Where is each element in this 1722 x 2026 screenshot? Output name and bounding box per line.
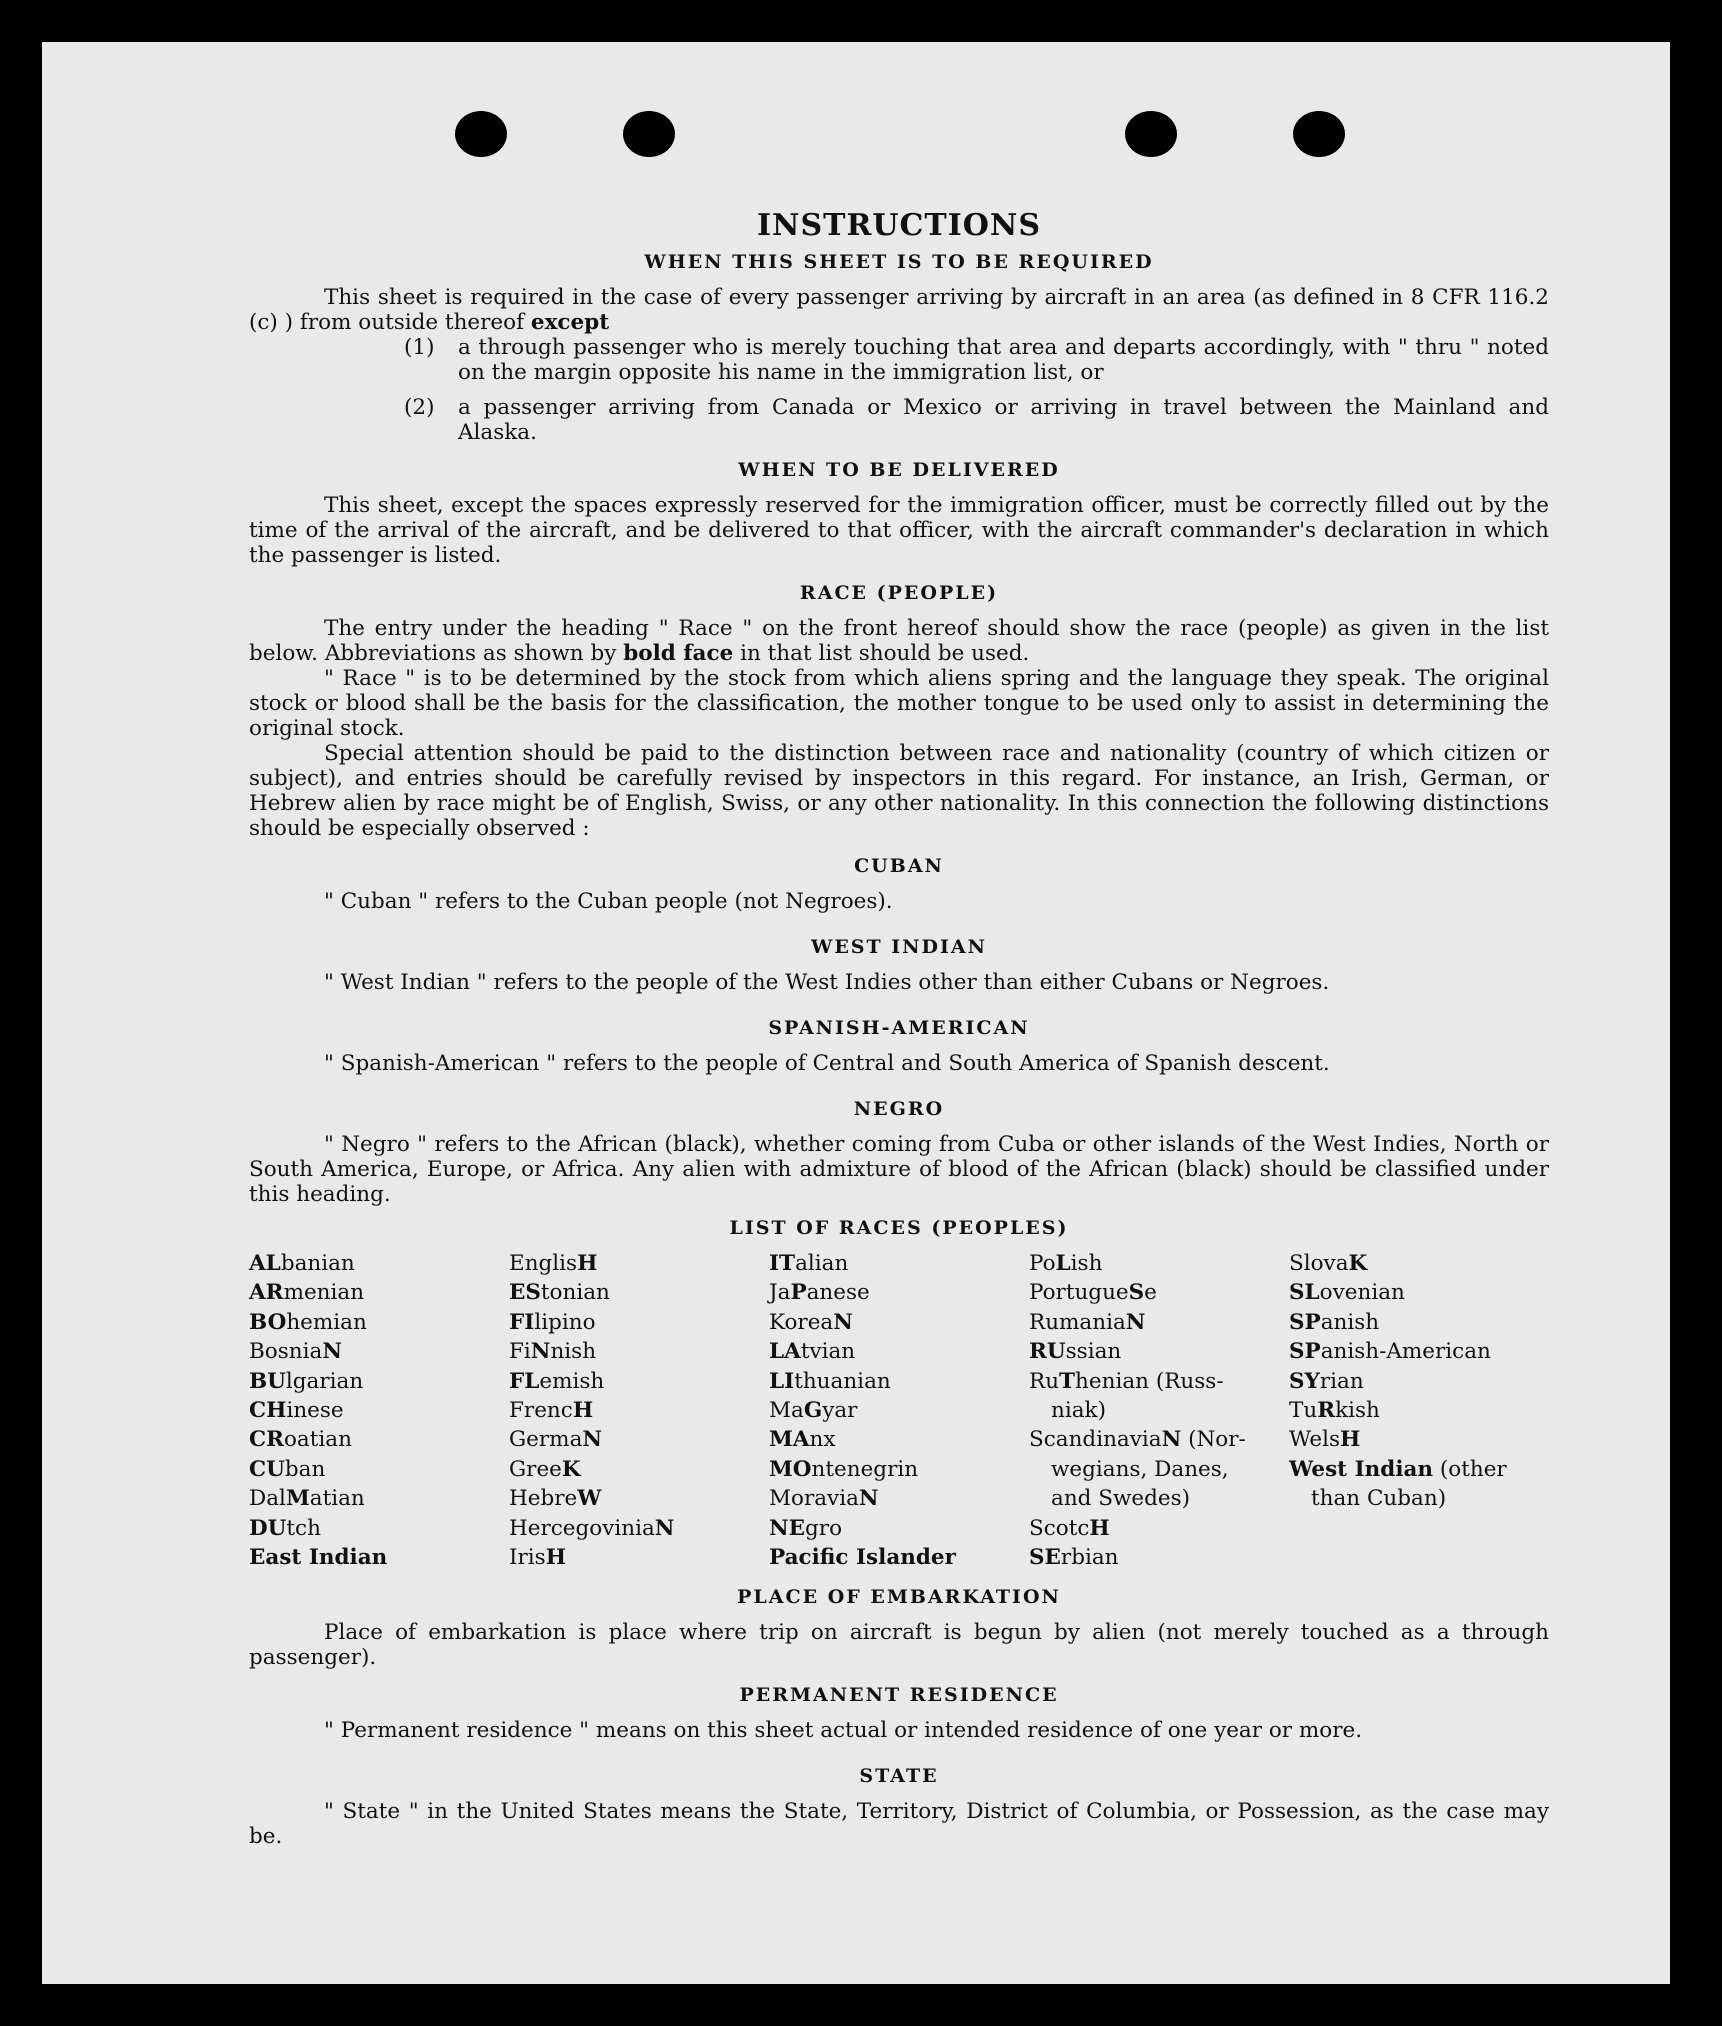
race-item: CRoatian xyxy=(249,1427,352,1453)
heading-state: STATE xyxy=(859,1765,939,1788)
punch-hole xyxy=(455,111,507,157)
race-item: PoLish xyxy=(1029,1251,1103,1276)
race-item: EnglisH xyxy=(509,1251,598,1276)
race-item: DalMatian xyxy=(249,1486,365,1512)
race-item: ALbanian xyxy=(249,1251,355,1276)
paragraph: " Negro " refers to the African (black), whether coming from Cuba or other islands of the West Indies, North or South America, Europe, or Africa. Any alien with admixture of blood of the African (black) should be classified under this heading. xyxy=(249,1132,1549,1207)
race-item: ScotcH xyxy=(1029,1515,1110,1541)
race-item: FIlipino xyxy=(509,1309,596,1335)
race-item: BOhemian xyxy=(249,1309,367,1335)
race-item: NEgro xyxy=(769,1515,843,1541)
race-item: ITalian xyxy=(769,1251,849,1276)
heading-cuban: CUBAN xyxy=(854,855,944,877)
paragraph: Place of embarkation is place where trip on aircraft is begun by alien (not merely touched as a through passenger). xyxy=(249,1620,1549,1671)
race-item: East Indian xyxy=(249,1545,388,1571)
race-item: BosniaN xyxy=(249,1339,342,1365)
race-item: RUssian xyxy=(1029,1339,1122,1365)
heading-when-delivered: WHEN TO BE DELIVERED xyxy=(738,459,1060,481)
race-item: SYrian xyxy=(1289,1368,1364,1394)
races-column xyxy=(1029,1249,1289,1572)
page-title: INSTRUCTIONS xyxy=(757,208,1041,243)
race-item: ARmenian xyxy=(249,1280,365,1306)
race-item: JaPanese xyxy=(769,1280,870,1306)
race-item: PortugueSe xyxy=(1029,1280,1157,1306)
race-item: GermaN xyxy=(509,1427,603,1453)
race-item: LIthuanian xyxy=(769,1368,891,1394)
exception-item: (2) a passenger arriving from Canada or Mexico or arriving in travel between the Mainland and Alaska. xyxy=(404,395,1549,445)
race-item: WelsH xyxy=(1289,1427,1361,1453)
punch-hole xyxy=(623,111,675,157)
instructions-content xyxy=(249,208,1549,1849)
race-item: ScandinaviaN (Nor- xyxy=(1029,1427,1246,1453)
race-item: EStonian xyxy=(509,1280,610,1306)
paragraph: The entry under the heading " Race " on the front hereof should show the race (people) as given in the list below. Abbreviations as shown by bold face in that list should be used. xyxy=(249,616,1549,666)
heading-permanent-residence: PERMANENT RESIDENCE xyxy=(739,1684,1059,1707)
race-item: DUtch xyxy=(249,1515,321,1541)
heading-when-required: WHEN THIS SHEET IS TO BE REQUIRED xyxy=(644,251,1154,273)
race-item-continuation: than Cuban) xyxy=(1311,1486,1447,1512)
race-item: MaGyar xyxy=(769,1398,858,1424)
race-item-continuation: niak) xyxy=(1051,1398,1106,1424)
race-item: HebreW xyxy=(509,1486,602,1512)
heading-west-indian: WEST INDIAN xyxy=(810,936,988,958)
punch-hole xyxy=(1125,111,1177,157)
race-item: RumaniaN xyxy=(1029,1309,1146,1335)
race-item: TuRkish xyxy=(1289,1398,1380,1424)
race-item: GreeK xyxy=(509,1456,581,1482)
race-item: IrisH xyxy=(509,1545,567,1571)
exception-item: (1) a through passenger who is merely touching that area and departs accordingly, with " thru " noted on the margin opposite his name in the immigration list, or xyxy=(404,335,1549,385)
document-page xyxy=(42,42,1670,1984)
races-column xyxy=(249,1249,509,1572)
race-item: MOntenegrin xyxy=(769,1456,919,1482)
paragraph: " Cuban " refers to the Cuban people (not Negroes). xyxy=(324,889,893,914)
paragraph: This sheet, except the spaces expressly reserved for the immigration officer, must be correctly filled out by the time of the arrival of the aircraft, and be delivered to that officer, with the aircraft commander's declaration in which the passenger is listed. xyxy=(249,493,1549,568)
paragraph: " State " in the United States means the State, Territory, District of Columbia, or Possession, as the case may be. xyxy=(249,1799,1549,1850)
race-item: SErbian xyxy=(1029,1545,1119,1571)
heading-negro: NEGRO xyxy=(853,1098,945,1120)
paragraph: " West Indian " refers to the people of the West Indies other than either Cubans or Negroes. xyxy=(324,970,1330,995)
race-item: Pacific Islander xyxy=(769,1545,956,1571)
punch-hole xyxy=(1293,111,1345,157)
race-item: MAnx xyxy=(769,1427,836,1453)
race-item: RuThenian (Russ- xyxy=(1029,1368,1224,1394)
heading-race: RACE (PEOPLE) xyxy=(799,582,999,604)
races-column xyxy=(769,1249,1029,1572)
race-item: BUlgarian xyxy=(249,1368,364,1394)
race-item: SPanish-American xyxy=(1289,1339,1491,1365)
races-column xyxy=(1289,1249,1549,1572)
race-item: SPanish xyxy=(1289,1309,1380,1335)
races-list xyxy=(249,1249,1549,1572)
race-item: MoraviaN xyxy=(769,1486,879,1512)
heading-embarkation: PLACE OF EMBARKATION xyxy=(737,1586,1061,1609)
race-item-continuation: and Swedes) xyxy=(1051,1486,1191,1512)
race-item-continuation: wegians, Danes, xyxy=(1051,1456,1229,1482)
race-item: SLovenian xyxy=(1289,1280,1405,1306)
paragraph: " Permanent residence " means on this sheet actual or intended residence of one year or more. xyxy=(324,1718,1363,1744)
race-item: LAtvian xyxy=(769,1339,856,1365)
race-item: FLemish xyxy=(509,1368,605,1394)
race-item: West Indian (other xyxy=(1289,1456,1507,1482)
race-item: CUban xyxy=(249,1456,326,1482)
heading-spanish-american: SPANISH-AMERICAN xyxy=(768,1017,1030,1039)
paragraph: " Spanish-American " refers to the people of Central and South America of Spanish descent. xyxy=(324,1051,1330,1076)
paragraph: " Race " is to be determined by the stock from which aliens spring and the language they speak. The original stock or blood shall be the basis for the classification, the mother tongue to be used only to assist in determining the original stock. xyxy=(249,666,1549,741)
paragraph: This sheet is required in the case of every passenger arriving by aircraft in an area (as defined in 8 CFR 116.2 (c) ) from outside thereof except xyxy=(249,285,1549,335)
race-item: FiNnish xyxy=(509,1339,597,1365)
race-item: CHinese xyxy=(249,1398,344,1424)
races-column xyxy=(509,1249,769,1572)
race-item: HercegoviniaN xyxy=(509,1515,675,1541)
race-item: KoreaN xyxy=(769,1309,853,1335)
heading-list-of-races: LIST OF RACES (PEOPLES) xyxy=(729,1217,1069,1239)
paragraph: Special attention should be paid to the distinction between race and nationality (country of which citizen or subject), and entries should be carefully revised by inspectors in this regard. For instance, an Irish, German, or Hebrew alien by race might be of English, Swiss, or any other nationality. In this connection the following distinctions should be especially observed : xyxy=(249,741,1549,841)
race-item: FrencH xyxy=(509,1398,594,1424)
race-item: SlovaK xyxy=(1289,1251,1368,1276)
